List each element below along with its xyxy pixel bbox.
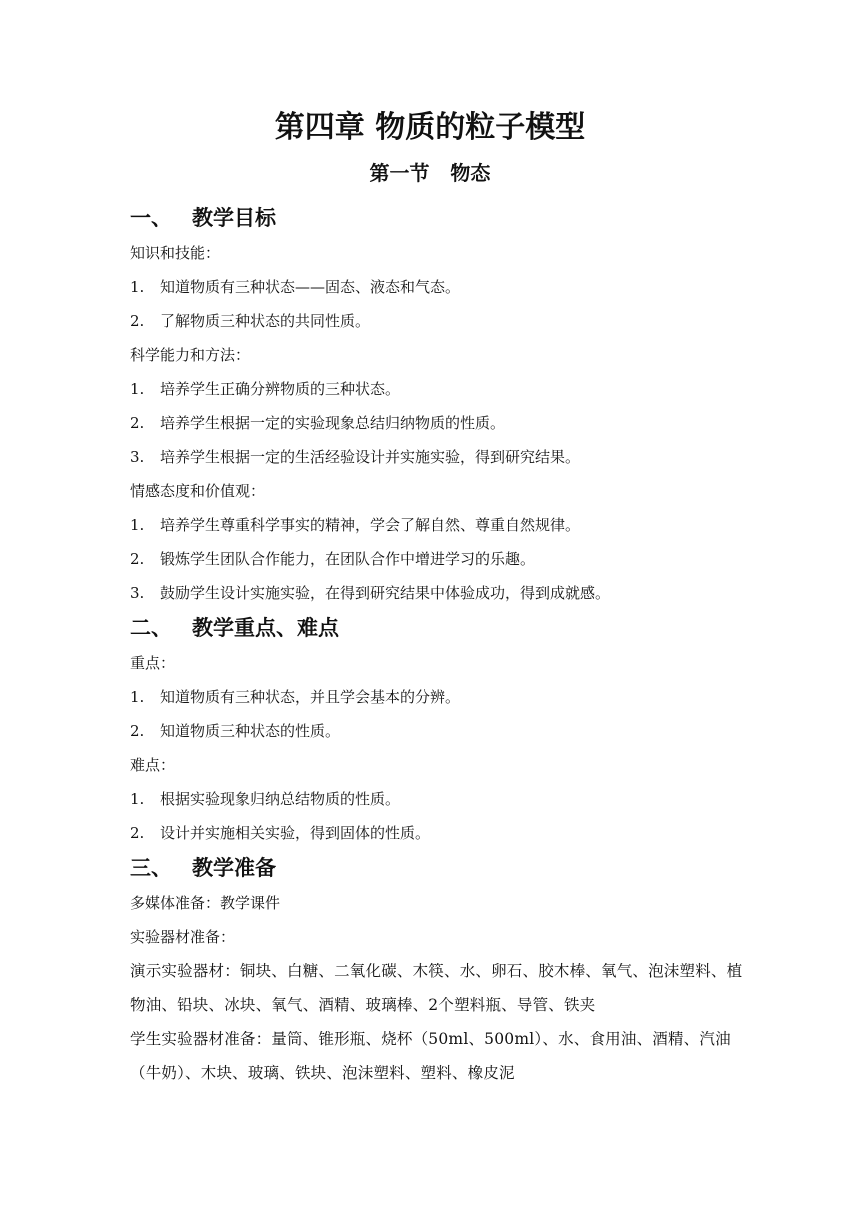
item-text: 锻炼学生团队合作能力，在团队合作中增进学习的乐趣。 — [160, 550, 536, 568]
item-number: 1. — [130, 688, 145, 706]
group-label: 情感态度和价值观： — [130, 482, 266, 500]
heading-number: 二、 — [130, 616, 172, 640]
item-text: 设计并实施相关实验，得到固体的性质。 — [160, 824, 431, 842]
item-number: 3. — [130, 448, 145, 466]
list-item — [130, 440, 750, 474]
list-item — [130, 406, 750, 440]
list-item — [130, 782, 750, 816]
item-text: 培养学生正确分辨物质的三种状态。 — [160, 380, 401, 398]
heading-teaching-objectives — [130, 200, 750, 236]
heading-text: 教学重点、难点 — [192, 616, 339, 640]
item-text: 知道物质有三种状态，并且学会基本的分辨。 — [160, 688, 461, 706]
list-item — [130, 542, 750, 576]
item-number: 1. — [130, 278, 145, 296]
item-text: 知道物质有三种状态——固态、液态和气态。 — [160, 278, 461, 296]
list-item — [130, 816, 750, 850]
item-text: 了解物质三种状态的共同性质。 — [160, 312, 371, 330]
list-item — [130, 304, 750, 338]
item-number: 2. — [130, 722, 145, 740]
item-number: 2. — [130, 414, 145, 432]
section-subtitle: 第一节 物态 — [369, 161, 491, 185]
item-text: 根据实验现象归纳总结物质的性质。 — [160, 790, 401, 808]
group-label: 重点： — [130, 654, 176, 672]
heading-text: 教学目标 — [192, 206, 276, 230]
item-text: 培养学生根据一定的生活经验设计并实施实验，得到研究结果。 — [160, 448, 581, 466]
item-number: 1. — [130, 516, 145, 534]
heading-key-points — [130, 610, 750, 646]
list-item — [130, 680, 750, 714]
list-item — [130, 270, 750, 304]
item-number: 2. — [130, 550, 145, 568]
item-text: 鼓励学生设计实施实验，在得到研究结果中体验成功，得到成就感。 — [160, 584, 611, 602]
document-body — [130, 200, 750, 1090]
list-item — [130, 714, 750, 748]
group-label: 知识和技能： — [130, 244, 221, 262]
heading-number: 一、 — [130, 206, 172, 230]
student-equipment-paragraph: 学生实验器材准备：量筒、锥形瓶、烧杯（50ml、500ml）、水、食用油、酒精、汽油（牛奶）、木块、玻璃、铁块、泡沫塑料、塑料、橡皮泥 — [130, 1030, 731, 1082]
list-item — [130, 576, 750, 610]
heading-number: 三、 — [130, 856, 172, 880]
prep-line: 多媒体准备：教学课件 — [130, 894, 281, 912]
heading-teaching-preparation — [130, 850, 750, 886]
item-number: 2. — [130, 312, 145, 330]
heading-text: 教学准备 — [192, 856, 276, 880]
group-label: 科学能力和方法： — [130, 346, 251, 364]
prep-line: 实验器材准备： — [130, 928, 236, 946]
item-text: 知道物质三种状态的性质。 — [160, 722, 341, 740]
item-number: 2. — [130, 824, 145, 842]
list-item — [130, 508, 750, 542]
item-number: 3. — [130, 584, 145, 602]
item-number: 1. — [130, 380, 145, 398]
chapter-title: 第四章 物质的粒子模型 — [274, 110, 586, 145]
item-text: 培养学生尊重科学事实的精神，学会了解自然、尊重自然规律。 — [160, 516, 581, 534]
list-item — [130, 372, 750, 406]
demo-equipment-paragraph: 演示实验器材：铜块、白糖、二氧化碳、木筷、水、卵石、胶木棒、氧气、泡沫塑料、植物油、铅块、冰块、氧气、酒精、玻璃棒、2个塑料瓶、导管、铁夹 — [130, 962, 743, 1014]
item-number: 1. — [130, 790, 145, 808]
item-text: 培养学生根据一定的实验现象总结归纳物质的性质。 — [160, 414, 506, 432]
group-label: 难点： — [130, 756, 176, 774]
